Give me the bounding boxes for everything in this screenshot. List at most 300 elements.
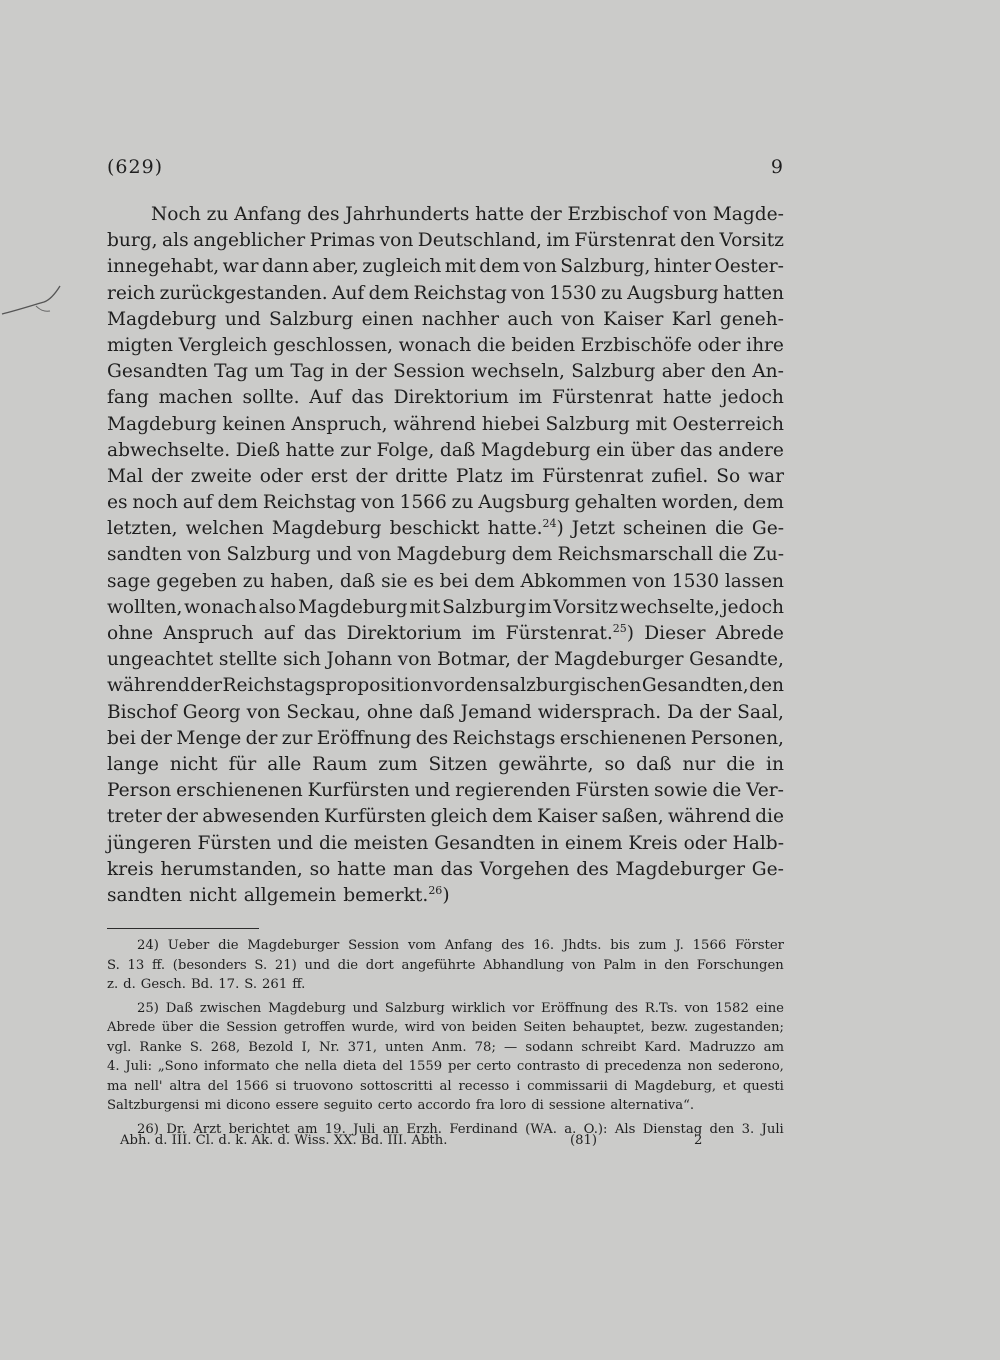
word: von [246, 701, 281, 723]
text-line [107, 333, 784, 359]
word: Salzburg, [560, 256, 651, 278]
word: hatte [337, 858, 387, 880]
word: S. [189, 1039, 203, 1055]
word: dem [492, 806, 533, 828]
text-line [107, 804, 784, 830]
word: in [643, 957, 657, 973]
signature-mark: 2 [694, 1133, 703, 1148]
word: salzburgischen [499, 675, 642, 697]
word: Magdeburger [247, 938, 340, 953]
text-line [107, 307, 784, 333]
word: das [440, 858, 473, 880]
word: 371, [347, 1039, 378, 1055]
word: sandten [107, 884, 182, 906]
text-line [107, 752, 784, 778]
word: die [199, 1020, 220, 1035]
word: Jhdts. [562, 938, 602, 953]
word: daß [339, 570, 376, 592]
word: Augsburg [627, 282, 719, 304]
word: nicht [169, 753, 218, 775]
word: der [151, 465, 183, 487]
word: ff. [292, 977, 306, 992]
word: den [664, 957, 690, 973]
word: haben, [270, 570, 335, 592]
word: dem [368, 282, 410, 304]
word: Tag [290, 361, 325, 383]
word: der [245, 727, 278, 749]
word: erst [310, 465, 348, 487]
word: war [748, 465, 784, 487]
word: Als [614, 1121, 636, 1137]
word: schreibt [581, 1039, 637, 1055]
word: non [687, 1059, 713, 1074]
word: zu [242, 570, 265, 592]
word: S. [107, 957, 120, 973]
word: beschickt [389, 518, 480, 540]
word: das [679, 439, 713, 461]
word: daß [439, 439, 476, 461]
word: Fürstenrat.$^{25}$) [505, 622, 635, 644]
word: oder [697, 334, 741, 356]
word: Erzbischöfe [580, 334, 692, 356]
word: So [716, 465, 741, 487]
word: Vergleich [178, 334, 268, 356]
word: zwischen [199, 1000, 262, 1016]
word: Reichstag [413, 282, 507, 304]
word: von [673, 204, 707, 225]
word: von [441, 1020, 466, 1035]
word: migten [107, 334, 173, 356]
word: nell' [134, 1078, 163, 1094]
text-line [107, 490, 784, 516]
word: jüngeren [107, 832, 192, 854]
text-line [107, 385, 784, 411]
word: Reichstag [262, 492, 357, 514]
word: den [709, 1121, 735, 1137]
word: Juli: [125, 1059, 153, 1074]
word: widersprach. [537, 701, 662, 723]
word: alternativa“. [610, 1098, 695, 1113]
word: dann [261, 256, 309, 278]
word: 21) [274, 957, 297, 973]
word: im [528, 596, 552, 618]
word: Gesch. [140, 977, 186, 992]
word: zu [206, 204, 229, 225]
word: Session [226, 1020, 278, 1035]
word: man [392, 858, 434, 880]
word: ohne [107, 623, 154, 644]
word: Ueber [167, 938, 210, 953]
word: dem [511, 544, 553, 566]
word: ihre [746, 334, 784, 356]
word: Anspruch, [291, 413, 388, 435]
word: loro [499, 1098, 527, 1113]
word: vor [433, 675, 464, 697]
word: bei [107, 727, 136, 749]
running-header [107, 156, 784, 186]
word: wonach [184, 596, 257, 618]
word: und [277, 832, 313, 854]
word: wonach [398, 334, 472, 356]
word: wurde, [351, 1020, 399, 1035]
sheet-number: (81) [570, 1133, 598, 1148]
word: und [316, 544, 353, 566]
word: Gesandte, [689, 649, 784, 671]
word: Magdeburger [615, 858, 745, 880]
word: 24) [137, 938, 159, 953]
word: burg, [107, 230, 158, 252]
word: S. [244, 977, 258, 992]
word: zu [600, 282, 623, 304]
word: 3. [741, 1121, 755, 1137]
word: regierenden [455, 780, 571, 802]
word: und [304, 957, 330, 973]
word: Gesandten, [641, 675, 749, 697]
word: Gesandten [434, 832, 536, 854]
word: a. [564, 1121, 577, 1137]
word: aber, [312, 256, 359, 278]
word: contrasto [516, 1059, 581, 1074]
word: hatte.$^{24}$) [487, 517, 564, 540]
word: zum [638, 938, 667, 953]
word: von [397, 649, 432, 671]
word: über [630, 439, 675, 461]
word: zur [281, 727, 313, 749]
text-line [107, 621, 784, 647]
footnote-line [107, 975, 784, 995]
word: 26) [137, 1121, 159, 1137]
word: sage [107, 570, 151, 592]
word: von [187, 544, 222, 566]
word: Magdeburg [107, 413, 217, 435]
word: 1566 [692, 938, 727, 953]
word: Erzbischof [567, 204, 668, 225]
word: als [162, 230, 189, 252]
word: des [415, 727, 449, 749]
word: altra [169, 1078, 201, 1094]
word: Da [667, 701, 694, 723]
word: Direktorium [346, 623, 462, 644]
word: Session [348, 938, 400, 953]
word: ff. [151, 957, 166, 973]
text-line [107, 202, 784, 228]
word: Augsburg [478, 492, 570, 514]
word: Anm. [431, 1039, 467, 1055]
word: fra [475, 1098, 495, 1113]
word: auf [263, 623, 294, 644]
word: ma [107, 1078, 128, 1094]
word: seguito [323, 1098, 373, 1113]
word: den [749, 675, 784, 697]
word: vgl. [107, 1039, 132, 1055]
word: 1530 [549, 282, 597, 304]
word: im [546, 230, 570, 252]
word: 19. [324, 1121, 346, 1137]
word: oder [683, 832, 727, 854]
word: der [354, 361, 387, 383]
word: 1566 [235, 1078, 269, 1094]
word: worden, [661, 492, 739, 514]
word: während [393, 413, 477, 435]
word: precedenza [604, 1059, 682, 1074]
word: Juli [353, 1121, 376, 1137]
word: mit [444, 256, 476, 278]
word: angeführte [401, 957, 476, 973]
footnote-rule [107, 928, 259, 929]
text-line [107, 647, 784, 673]
word: Halb- [732, 832, 784, 854]
word: der [699, 701, 732, 723]
word: es [107, 492, 128, 514]
word: 268, [210, 1039, 241, 1055]
word: Kard. [644, 1039, 681, 1055]
word: Karl [671, 308, 712, 330]
text-line [107, 569, 784, 595]
word: 78; [474, 1039, 496, 1055]
word: der [529, 204, 562, 225]
word: Sitzen [428, 753, 488, 775]
word: Tag [214, 361, 249, 383]
footnote-line [107, 1096, 784, 1116]
word: nur [682, 753, 716, 775]
word: einem [564, 832, 623, 854]
word: von [684, 1000, 709, 1016]
word: bezw. [651, 1020, 689, 1035]
word: zugleich [362, 256, 442, 278]
word: Vorsitz [553, 596, 619, 618]
word: Kreis [628, 832, 678, 854]
word: Eröffnung [316, 727, 412, 749]
word: 1559 [408, 1059, 443, 1074]
word: saßen, [601, 806, 664, 828]
word: Direktorium [393, 387, 509, 409]
word: gehalten [574, 492, 657, 514]
word: Reichsmarschall [557, 544, 714, 566]
word: während [667, 806, 751, 828]
word: 4. [107, 1059, 120, 1074]
word: Gesandten [107, 361, 208, 383]
word: den [464, 675, 500, 697]
word: Magdeburger [554, 649, 684, 671]
word: an [382, 1121, 400, 1137]
word: 1530 [671, 570, 720, 592]
word: welchen [185, 518, 264, 540]
text-line [107, 254, 784, 280]
footnote-line [107, 956, 784, 976]
word: Personen, [690, 727, 784, 749]
word: der [355, 465, 388, 487]
word: angeblicher [193, 230, 306, 252]
word: abwesenden [202, 806, 320, 828]
word: oder [259, 465, 303, 487]
margin-pencil-mark [0, 280, 70, 325]
word: über [161, 1020, 193, 1035]
word: Deutschland, [417, 230, 542, 252]
word: certo [377, 1098, 413, 1113]
word: Platz [455, 465, 503, 487]
text-line [107, 412, 784, 438]
footnote-line [107, 1057, 784, 1077]
word: die [476, 334, 506, 356]
word: hatten [722, 282, 784, 304]
word: Fürstenrat [574, 230, 676, 252]
word: di [614, 1078, 628, 1094]
word: Raum [312, 753, 368, 775]
word: mi [204, 1098, 222, 1113]
word: Dieser [644, 623, 706, 644]
word: Auf [332, 282, 365, 304]
word: die [726, 753, 756, 775]
word: Saal, [737, 701, 784, 723]
word: et [722, 1078, 737, 1094]
word: Jetzt [571, 518, 615, 540]
word: sottoscritti [359, 1078, 433, 1094]
word: truovono [293, 1078, 354, 1094]
word: hatte [285, 439, 335, 461]
word: Magdeburg [480, 439, 591, 461]
word: beiden [511, 334, 576, 356]
text-line [107, 857, 784, 883]
word: Nr. [318, 1039, 340, 1055]
footnote-line [107, 999, 784, 1019]
word: per [447, 1059, 471, 1074]
word: lassen [724, 570, 784, 592]
word: in [766, 753, 784, 775]
word: Juli [761, 1121, 784, 1137]
word: Forschungen [696, 957, 784, 973]
word: in [330, 361, 349, 383]
word: recesso [458, 1078, 510, 1094]
word: zum [378, 753, 418, 775]
word: Dieß [235, 439, 281, 461]
word: jedoch [721, 596, 784, 618]
word: fang [107, 387, 149, 409]
word: Session [392, 361, 465, 383]
word: vom [407, 938, 436, 953]
word: der [190, 675, 223, 697]
text-line [107, 778, 784, 804]
word: Bd. [190, 977, 214, 992]
word: von [571, 957, 596, 973]
word: 261 [262, 977, 288, 992]
word: Ge- [751, 858, 784, 880]
word: Anfang [234, 204, 302, 225]
word: R.Ts. [644, 1000, 678, 1016]
footnote-reference[interactable]: 25 [612, 622, 627, 635]
series-imprint: Abh. d. III. Cl. d. k. Ak. d. Wiss. XX. Bd. III. Abth. [120, 1133, 448, 1148]
word: zufiel. [651, 465, 709, 487]
word: im [471, 623, 496, 644]
word: informato [203, 1059, 270, 1074]
word: Person [107, 780, 172, 802]
word: also [258, 596, 297, 618]
footnote-reference[interactable]: 24 [542, 517, 557, 531]
word: dem [743, 492, 784, 514]
word: von [511, 282, 545, 304]
word: bemerkt.$^{26}$) [343, 883, 450, 906]
word: zugestanden; [694, 1020, 784, 1035]
word: herumstanden, [160, 858, 303, 880]
word: sandten [107, 544, 182, 566]
word: dicono [226, 1098, 271, 1113]
word: Johann [326, 649, 393, 671]
word: die [755, 806, 784, 828]
word: Salzburg [384, 1000, 445, 1016]
word: nella [304, 1059, 338, 1074]
word: und [352, 1000, 379, 1016]
word: Seiten [523, 1020, 566, 1035]
word: so [309, 858, 331, 880]
word: Jahrhunderts [345, 204, 470, 225]
word: erschienenen [176, 780, 303, 802]
word: des [614, 1000, 638, 1016]
word: einen [361, 308, 414, 330]
main-text [107, 202, 784, 909]
word: Fürstenrat [542, 465, 644, 487]
word: des [576, 858, 609, 880]
footnote-line [107, 936, 784, 956]
word: wechselte, [619, 596, 720, 618]
word: Madruzzo [689, 1039, 756, 1055]
text-line [107, 831, 784, 857]
word: ungeachtet [107, 649, 214, 671]
word: treter [107, 806, 162, 828]
word: hiebei [481, 413, 540, 435]
footnotes [107, 936, 784, 1139]
word: dieta [342, 1059, 377, 1074]
text-line [107, 281, 784, 307]
word: Oester- [714, 256, 784, 278]
word: Abkommen [520, 570, 627, 592]
word: des [307, 204, 340, 225]
word: Vorsitz [719, 230, 784, 252]
word: abwechselte. [107, 439, 231, 461]
word: 25) [137, 1000, 159, 1016]
word: An- [752, 361, 784, 383]
page-number: 9 [770, 156, 784, 178]
word: auch [507, 308, 553, 330]
word: im [510, 465, 535, 487]
text-line [107, 595, 784, 621]
word: sich [282, 649, 321, 671]
text-line [107, 228, 784, 254]
word: die [218, 938, 239, 953]
footnote-reference[interactable]: 26 [428, 883, 443, 897]
text-line [107, 516, 784, 542]
word: im [518, 387, 543, 409]
text-line [107, 700, 784, 726]
word: aber [661, 361, 705, 383]
word: accordo [417, 1098, 471, 1113]
word: getroffen [283, 1020, 346, 1035]
word: wollten, [107, 596, 183, 618]
word: ohne [366, 701, 414, 723]
word: di [585, 1059, 599, 1074]
word: das [351, 387, 384, 409]
word: Vorgehen [479, 858, 570, 880]
word: sederono, [718, 1059, 784, 1074]
word: beiden [471, 1020, 517, 1035]
word: keinen [222, 413, 286, 435]
word: Salzburg [442, 596, 527, 618]
word: unten [385, 1039, 424, 1055]
word: dritte [395, 465, 448, 487]
word: wechseln, [471, 361, 565, 383]
word: i [516, 1078, 521, 1094]
word: von [632, 570, 666, 592]
word: zur [340, 439, 371, 461]
word: Mal [107, 465, 144, 487]
